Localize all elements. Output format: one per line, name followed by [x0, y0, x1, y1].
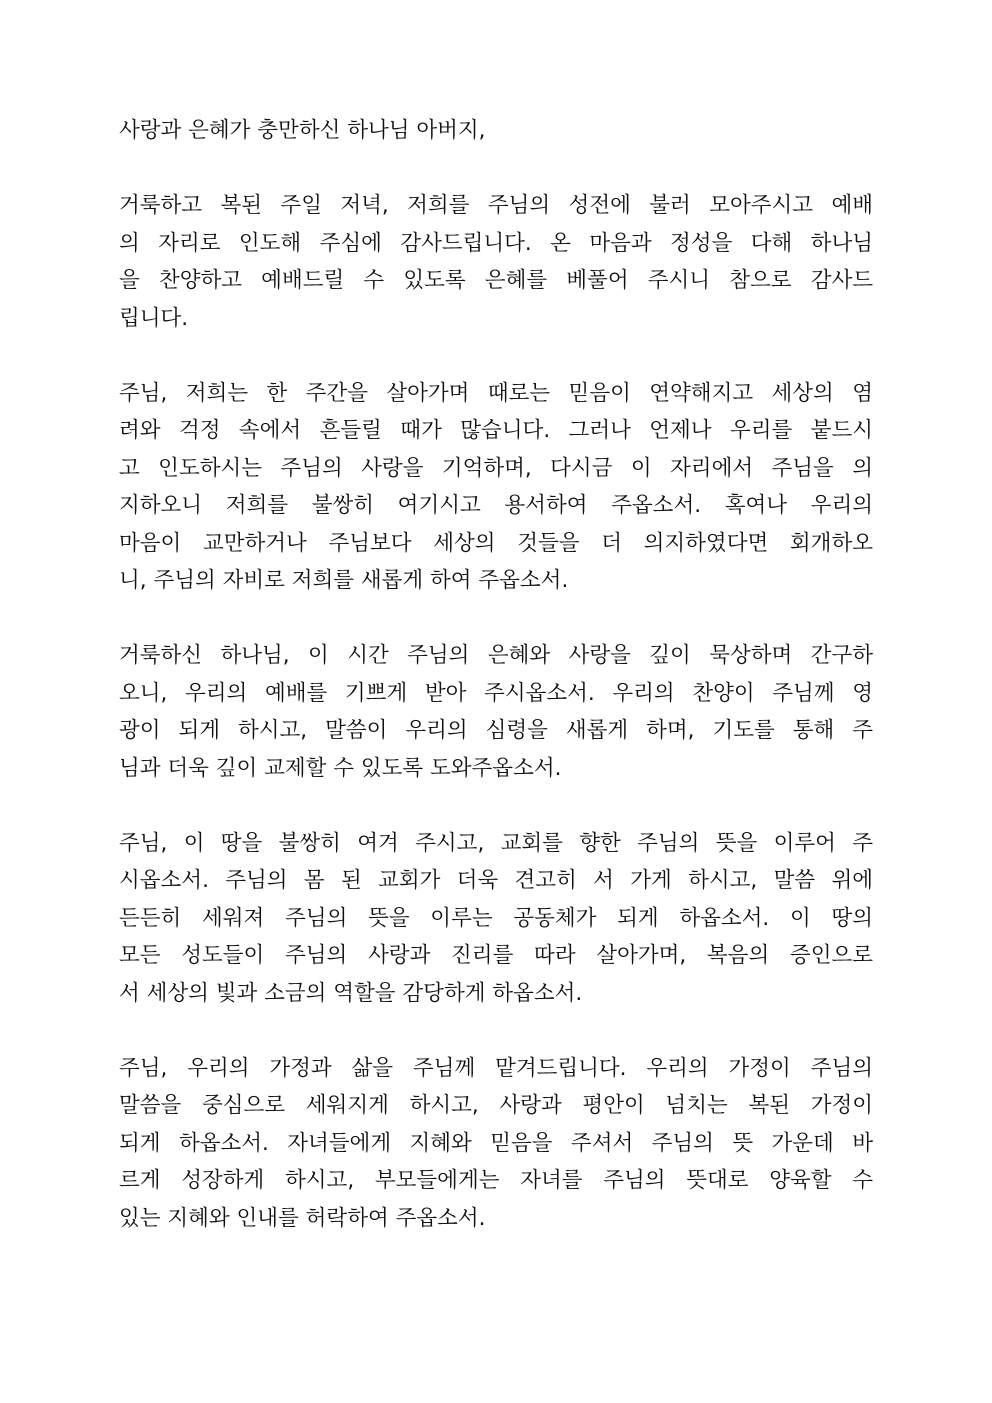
paragraph-greeting: [119, 112, 873, 150]
text-line: 사랑과 은혜가 충만하신 하나님 아버지,: [119, 118, 486, 143]
text-line: 주님, 이 땅을 불쌍히 여겨 주시고, 교회를 향한 주님의 뜻을 이루어 주: [119, 830, 873, 856]
text-line: 거룩하고 복된 주일 저녁, 저희를 주님의 성전에 불러 모아주시고 예배: [119, 193, 873, 218]
paragraph-thanksgiving: [119, 187, 873, 337]
text-line: 광이 되게 하시고, 말씀이 우리의 심령을 새롭게 하며, 기도를 통해 주: [119, 718, 873, 743]
text-line: 되게 하옵소서. 자녀들에게 지혜와 믿음을 주셔서 주님의 뜻 가운데 바: [119, 1130, 873, 1156]
text-line: 을 찬양하고 예배드릴 수 있도록 은혜를 베풀어 주시니 참으로 감사드: [119, 268, 873, 293]
paragraph-worship: [119, 637, 873, 787]
prayer-text: [119, 112, 873, 1275]
text-line: 니, 주님의 자비로 저희를 새롭게 하여 주옵소서.: [119, 568, 569, 593]
text-line: 모든 성도들이 주님의 사랑과 진리를 따라 살아가며, 복음의 증인으로: [119, 943, 873, 968]
text-line: 든든히 세워져 주님의 뜻을 이루는 공동체가 되게 하옵소서. 이 땅의: [119, 905, 873, 931]
text-line: 서 세상의 빛과 소금의 역할을 감당하게 하옵소서.: [119, 980, 583, 1006]
text-line: 지하오니 저희를 불쌍히 여기시고 용서하여 주옵소서. 혹여나 우리의: [119, 493, 873, 518]
paragraph-repentance: [119, 375, 873, 600]
text-line: 르게 성장하게 하시고, 부모들에게는 자녀를 주님의 뜻대로 양육할 수: [119, 1168, 873, 1193]
text-line: 마음이 교만하거나 주님보다 세상의 것들을 더 의지하였다면 회개하오: [119, 530, 873, 556]
text-line: 립니다.: [119, 305, 189, 331]
paragraph-family: [119, 1050, 873, 1238]
text-line: 오니, 우리의 예배를 기쁘게 받아 주시옵소서. 우리의 찬양이 주님께 영: [119, 680, 873, 706]
paragraph-church: [119, 825, 873, 1013]
text-line: 시옵소서. 주님의 몸 된 교회가 더욱 견고히 서 가게 하시고, 말씀 위에: [119, 868, 873, 893]
text-line: 주님, 우리의 가정과 삶을 주님께 맡겨드립니다. 우리의 가정이 주님의: [119, 1055, 873, 1081]
text-line: 고 인도하시는 주님의 사랑을 기억하며, 다시금 이 자리에서 주님을 의: [119, 455, 873, 481]
text-line: 거룩하신 하나님, 이 시간 주님의 은혜와 사랑을 깊이 묵상하며 간구하: [119, 643, 873, 668]
text-line: 있는 지혜와 인내를 허락하여 주옵소서.: [119, 1205, 486, 1231]
text-line: 말씀을 중심으로 세워지게 하시고, 사랑과 평안이 넘치는 복된 가정이: [119, 1093, 873, 1118]
text-line: 려와 걱정 속에서 흔들릴 때가 많습니다. 그러나 언제나 우리를 붙드시: [119, 418, 873, 443]
text-line: 님과 더욱 깊이 교제할 수 있도록 도와주옵소서.: [119, 755, 562, 781]
text-line: 의 자리로 인도해 주심에 감사드립니다. 온 마음과 정성을 다해 하나님: [119, 230, 873, 256]
text-line: 주님, 저희는 한 주간을 살아가며 때로는 믿음이 연약해지고 세상의 염: [119, 380, 873, 406]
